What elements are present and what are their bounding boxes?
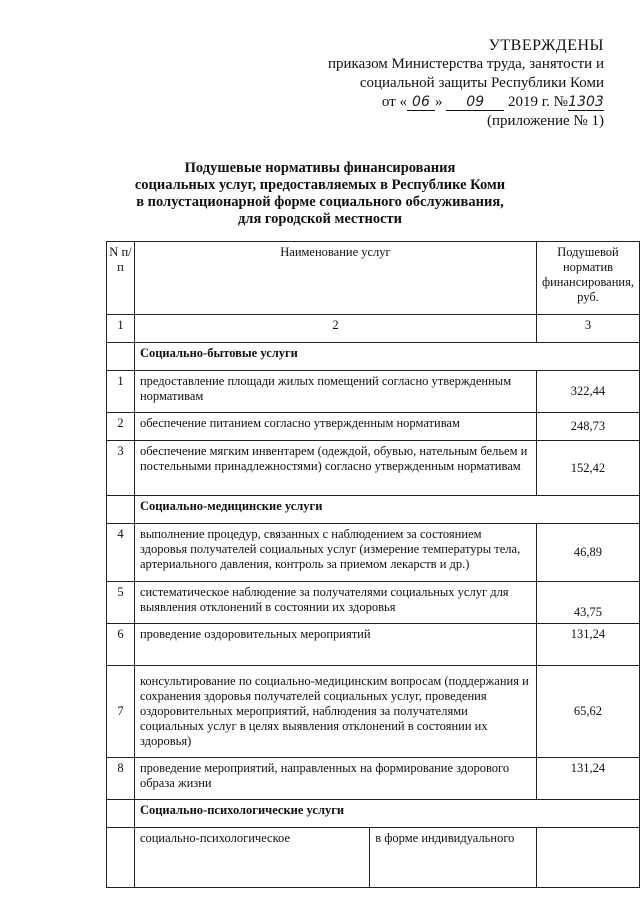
section-title: Социально-бытовые услуги — [134, 343, 639, 371]
approval-ministry-line: социальной защиты Республики Коми — [359, 75, 604, 91]
section-row — [107, 343, 640, 371]
section-row — [107, 800, 640, 828]
col-number: 3 — [536, 315, 639, 343]
service-value: 322,44 — [536, 371, 639, 413]
col-number: 2 — [134, 315, 536, 343]
service-name: предоставление площади жилых помещений согласно утвержденным нормативам — [134, 371, 536, 413]
row-number: 8 — [107, 758, 135, 800]
table-row — [107, 828, 640, 888]
service-value: 43,75 — [536, 582, 639, 624]
approval-heading: УТВЕРЖДЕНЫ — [488, 37, 604, 54]
date-prefix: от « — [381, 94, 407, 110]
column-numbers-row — [107, 315, 640, 343]
header-name: Наименование услуг — [134, 242, 536, 315]
service-name: обеспечение мягким инвентарем (одеждой, обувью, нательным бельем и постельными принадлежностями) согласно утвержденным нормативам — [134, 441, 536, 496]
header-num: N п/п — [107, 242, 135, 315]
date-year-text: 2019 г. № — [507, 94, 568, 110]
table-row — [107, 413, 640, 441]
service-value: 65,62 — [536, 666, 639, 758]
row-number: 2 — [107, 413, 135, 441]
approval-appendix: (приложение № 1) — [486, 113, 604, 129]
approval-date-line — [328, 93, 604, 112]
service-value: 46,89 — [536, 524, 639, 582]
handwritten-day: 06 — [407, 94, 435, 111]
service-name: проведение мероприятий, направленных на формирование здорового образа жизни — [134, 758, 536, 800]
table-row — [107, 441, 640, 496]
approval-order-line: приказом Министерства труда, занятости и — [327, 56, 604, 72]
title-line-2: социальных услуг, предоставляемых в Республике Коми — [134, 177, 506, 193]
service-name: консультирование по социально-медицинским вопросам (поддержания и сохранения здоровья получателей социальных услуг, проведения оздоровительных мероприятий, наблюдения за получателями социальных услуг в целях выявления отклонений в состоянии их здоровья) — [134, 666, 536, 758]
service-value: 248,73 — [536, 413, 639, 441]
table-row — [107, 371, 640, 413]
handwritten-order-number: 1303 — [568, 94, 604, 110]
service-name: систематическое наблюдение за получателями социальных услуг для выявления отклонений в состоянии их здоровья — [134, 582, 536, 624]
service-name: выполнение процедур, связанных с наблюдением за состоянием здоровья получателей социальных услуг (измерение температуры тела, артериального давления, контроль за приемом лекарств и др.) — [134, 524, 536, 582]
service-value: 131,24 — [536, 624, 639, 666]
table-row — [107, 624, 640, 666]
date-quote-close: » — [434, 94, 443, 110]
row-number: 7 — [107, 666, 135, 758]
table-row — [107, 524, 640, 582]
section-row — [107, 496, 640, 524]
header-value: Подушевой норматив финансирования, руб. — [536, 242, 639, 315]
handwritten-month: 09 — [446, 94, 504, 111]
document-title — [0, 160, 640, 228]
table-row — [107, 758, 640, 800]
row-number: 6 — [107, 624, 135, 666]
section-title: Социально-психологические услуги — [134, 800, 639, 828]
service-value: 152,42 — [536, 441, 639, 496]
table-header-row — [107, 242, 640, 315]
col-number: 1 — [107, 315, 135, 343]
row-number: 1 — [107, 371, 135, 413]
service-value: 131,24 — [536, 758, 639, 800]
service-name: обеспечение питанием согласно утвержденным нормативам — [134, 413, 536, 441]
row-number: 5 — [107, 582, 135, 624]
section-title: Социально-медицинские услуги — [134, 496, 639, 524]
title-line-1: Подушевые нормативы финансирования — [184, 160, 456, 176]
service-name-start: социально-психологическое — [134, 828, 369, 888]
title-line-4: для городской местности — [237, 211, 403, 227]
title-line-3: в полустационарной форме социального обслуживания, — [136, 194, 504, 210]
row-number: 3 — [107, 441, 135, 496]
approval-block — [328, 36, 604, 131]
row-number: 4 — [107, 524, 135, 582]
table-row — [107, 582, 640, 624]
service-form: в форме индивидуального — [370, 828, 537, 888]
standards-table — [106, 241, 640, 888]
service-name: проведение оздоровительных мероприятий — [134, 624, 536, 666]
table-row — [107, 666, 640, 758]
